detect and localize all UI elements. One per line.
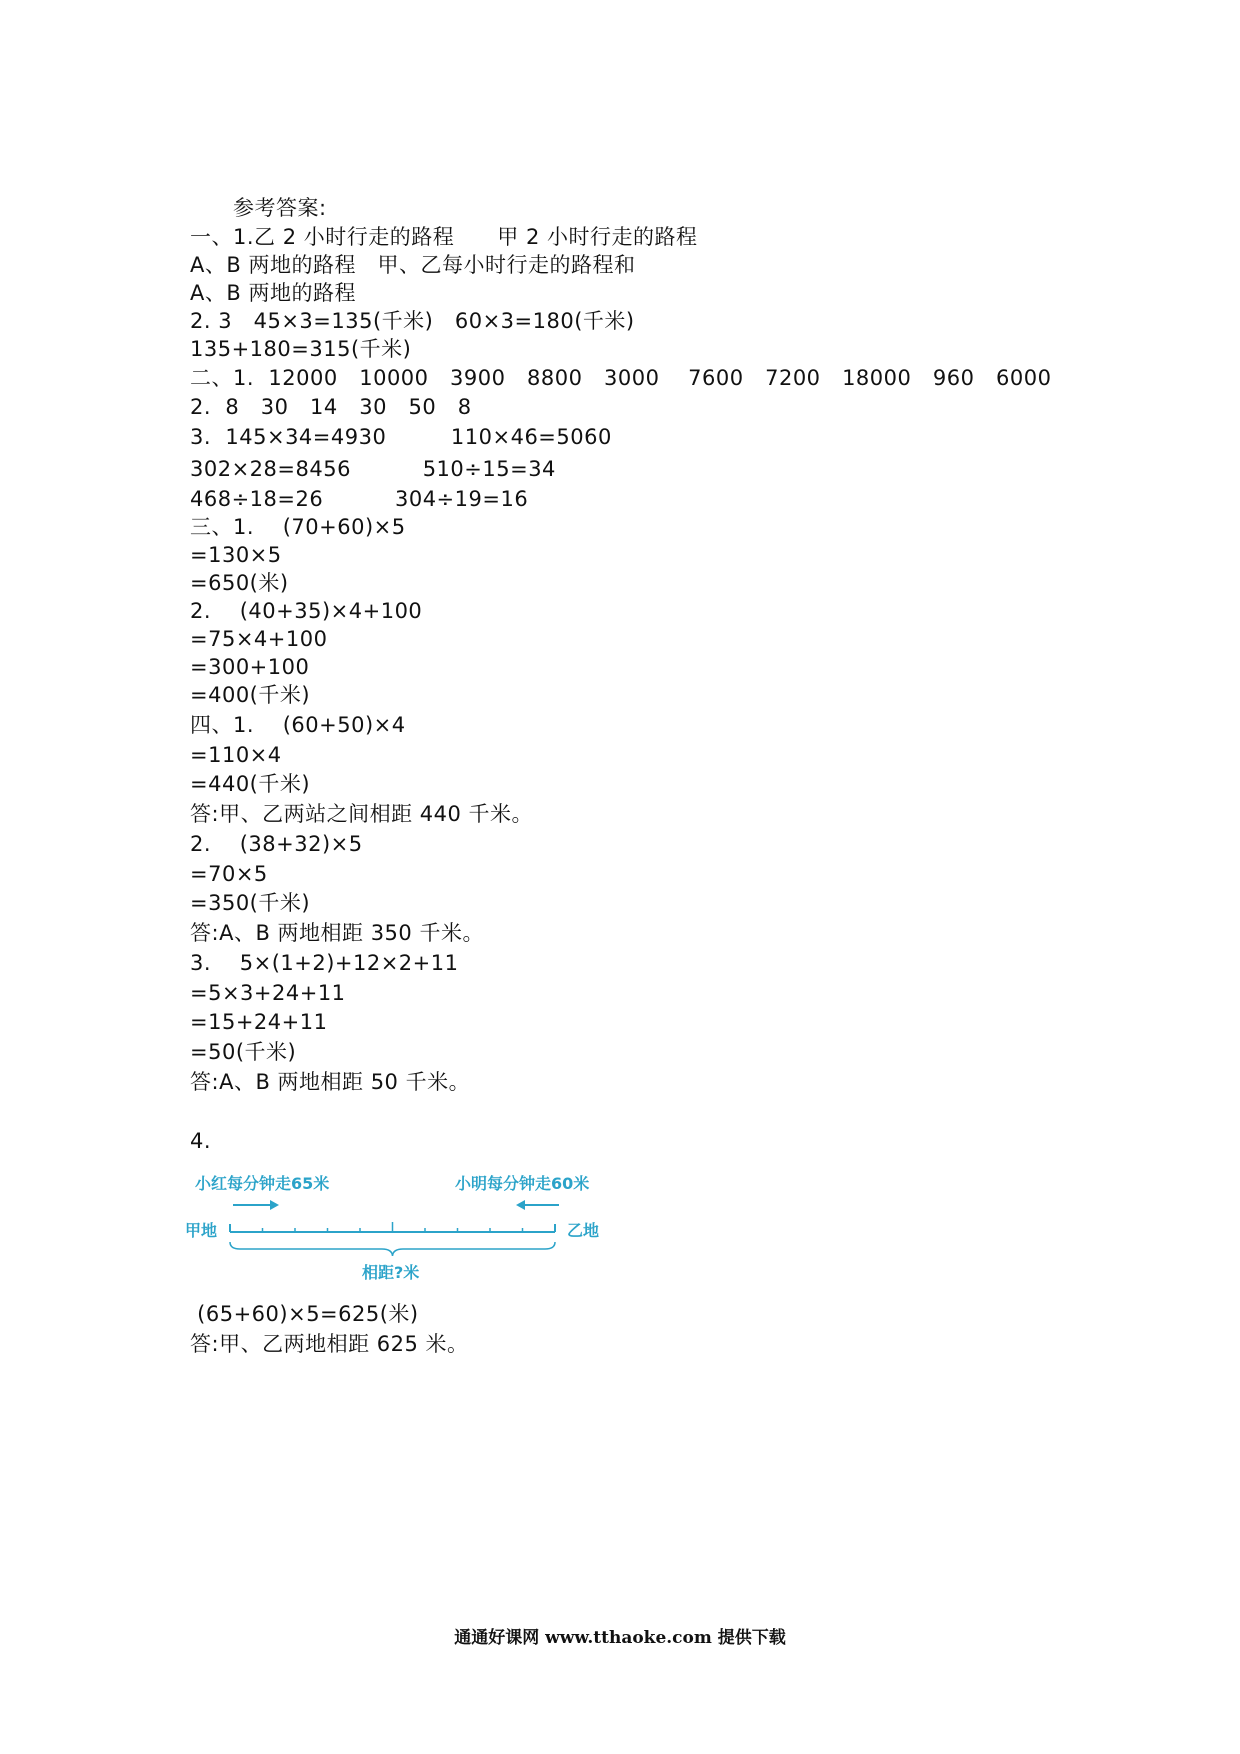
right-arrow-icon bbox=[233, 1200, 279, 1210]
page-title: 参考答案: bbox=[233, 196, 327, 220]
distance-line bbox=[230, 1222, 555, 1232]
answer-line: 135+180=315(千米) bbox=[190, 337, 412, 361]
answer-line: =50(千米) bbox=[190, 1040, 297, 1064]
answer-line: 三、1. (70+60)×5 bbox=[190, 515, 406, 539]
distance-diagram bbox=[185, 1164, 625, 1294]
left-arrow-icon bbox=[516, 1200, 559, 1210]
answer-line: 答:A、B 两地相距 50 千米。 bbox=[190, 1070, 471, 1094]
answer-line: 4. bbox=[190, 1129, 212, 1153]
left-place-label: 甲地 bbox=[185, 1221, 218, 1240]
answer-line: =130×5 bbox=[190, 543, 282, 567]
answer-line: =440(千米) bbox=[190, 772, 311, 796]
right-speed-label: 小明每分钟走60米 bbox=[455, 1174, 590, 1193]
final-answer-line: (65+60)×5=625(米) bbox=[190, 1302, 419, 1326]
page-footer: 通通好课网 www.tthaoke.com 提供下载 bbox=[454, 1628, 786, 1648]
answer-line: 2. 3 45×3=135(千米) 60×3=180(千米) bbox=[190, 309, 635, 333]
answer-line: 468÷18=26 304÷19=16 bbox=[190, 487, 529, 511]
answer-line: =350(千米) bbox=[190, 891, 311, 915]
answer-line: 302×28=8456 510÷15=34 bbox=[190, 457, 556, 481]
answer-line: 2. (38+32)×5 bbox=[190, 832, 363, 856]
answer-line: =5×3+24+11 bbox=[190, 981, 346, 1005]
answer-line: 3. 5×(1+2)+12×2+11 bbox=[190, 951, 459, 975]
left-speed-label: 小红每分钟走65米 bbox=[195, 1174, 330, 1193]
answer-line: =400(千米) bbox=[190, 683, 311, 707]
answer-line: 四、1. (60+50)×4 bbox=[190, 713, 406, 737]
answer-line: A、B 两地的路程 甲、乙每小时行走的路程和 bbox=[190, 253, 636, 277]
answer-line: 二、1. 12000 10000 3900 8800 3000 7600 7200 18000 960 6000 bbox=[190, 366, 1052, 390]
distance-brace bbox=[230, 1242, 555, 1256]
answer-line: =75×4+100 bbox=[190, 627, 328, 651]
answer-line: =15+24+11 bbox=[190, 1010, 328, 1034]
answer-line: 2. (40+35)×4+100 bbox=[190, 599, 423, 623]
answer-line: =70×5 bbox=[190, 862, 268, 886]
answer-line: =650(米) bbox=[190, 571, 289, 595]
distance-label: 相距?米 bbox=[362, 1263, 420, 1282]
answer-line: 2. 8 30 14 30 50 8 bbox=[190, 395, 472, 419]
answer-line: =110×4 bbox=[190, 743, 282, 767]
answer-line: 一、1.乙 2 小时行走的路程 甲 2 小时行走的路程 bbox=[190, 225, 698, 249]
answer-line: 答:A、B 两地相距 350 千米。 bbox=[190, 921, 484, 945]
answer-line: A、B 两地的路程 bbox=[190, 281, 356, 305]
answer-line: 答:甲、乙两站之间相距 440 千米。 bbox=[190, 802, 534, 826]
answer-line: =300+100 bbox=[190, 655, 310, 679]
answer-line: 3. 145×34=4930 110×46=5060 bbox=[190, 425, 612, 449]
right-place-label: 乙地 bbox=[567, 1221, 600, 1240]
final-answer-line: 答:甲、乙两地相距 625 米。 bbox=[190, 1332, 469, 1356]
